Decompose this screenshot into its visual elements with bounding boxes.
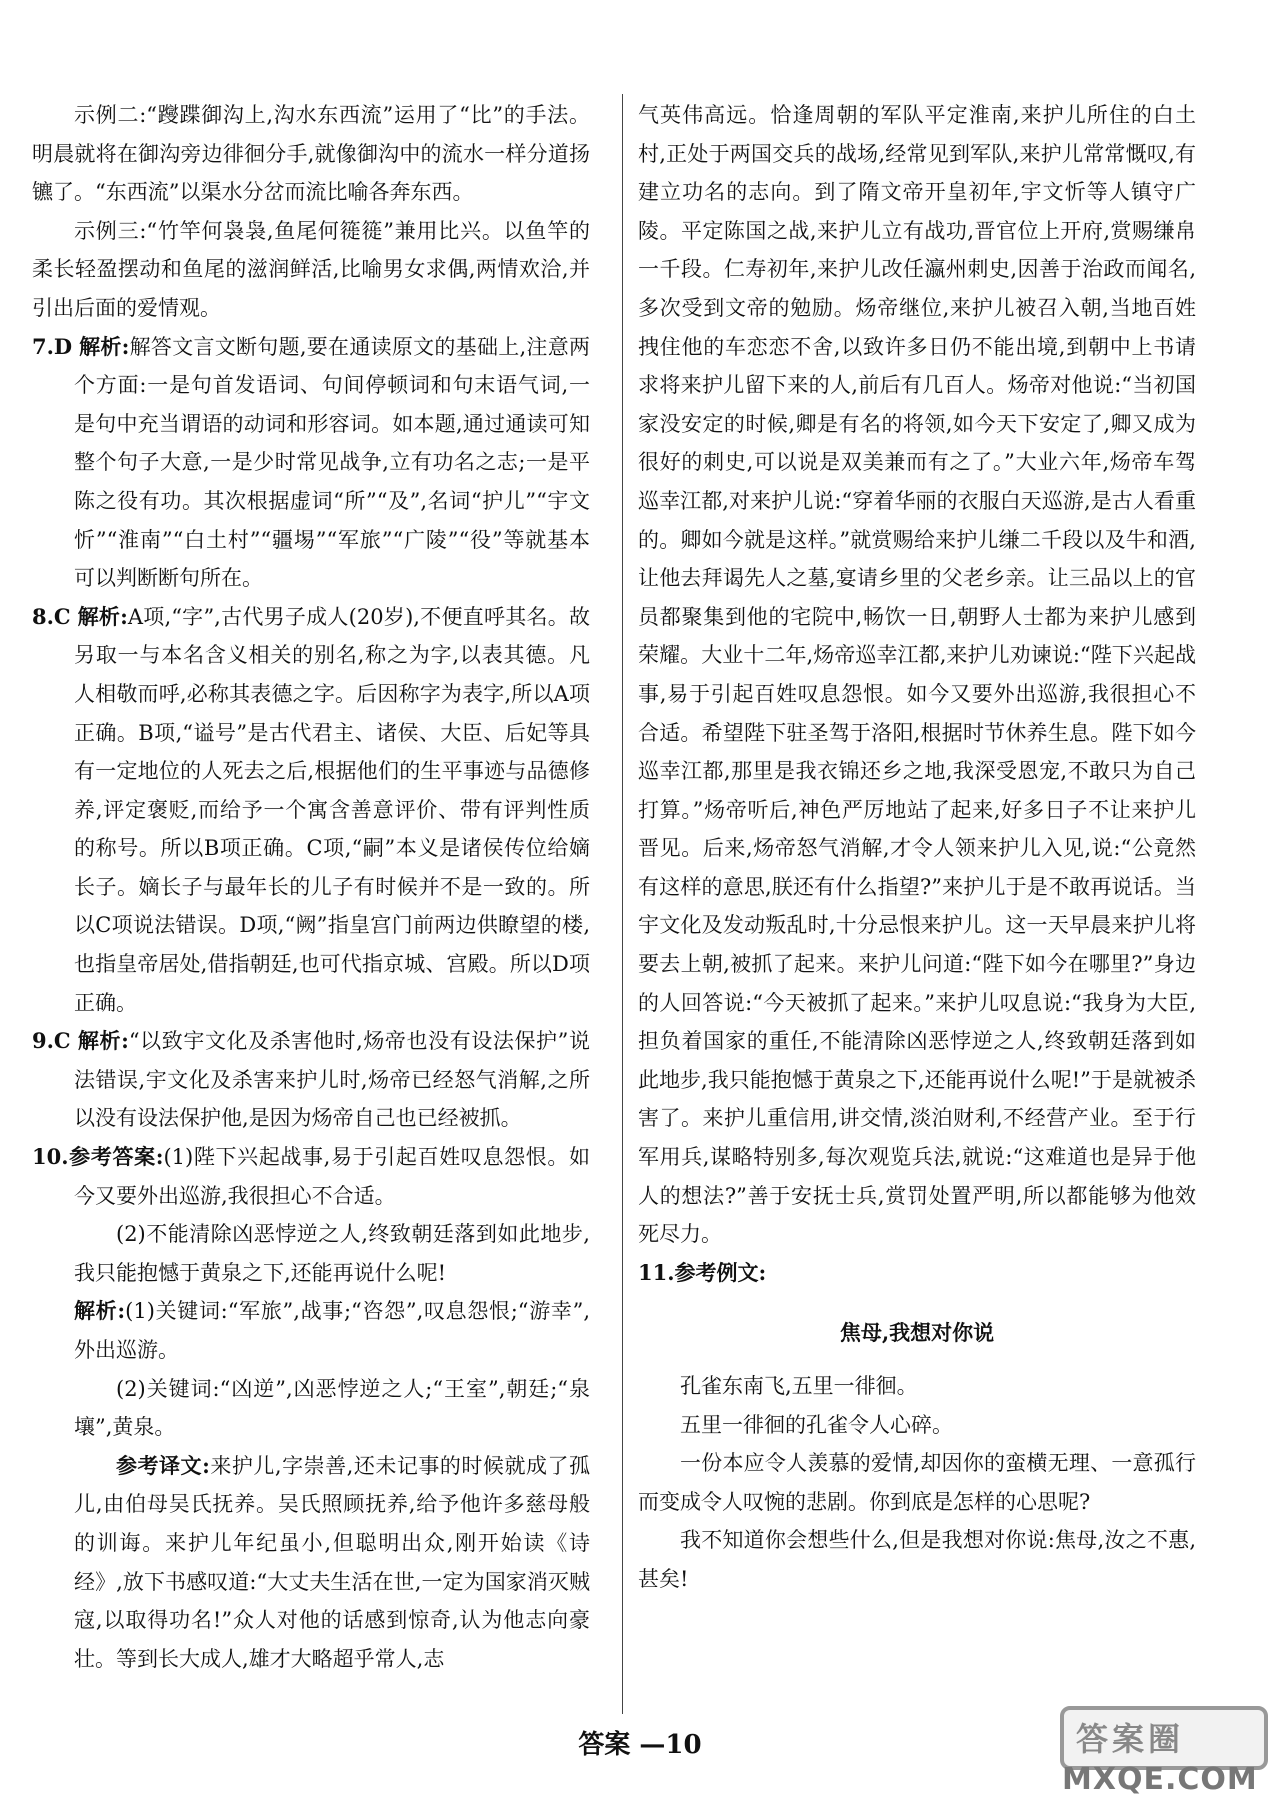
translation-continued: 气英伟高远。恰逢周朝的军队平定淮南,来护儿所住的白土村,正处于两国交兵的战场,经常见到军队,来护儿常常慨叹,有建立功名的志向。到了隋文帝开皇初年,宇文忻等人镇守广陵。平定陈国之战,来护儿立有战功,晋官位上开府,赏赐缣帛一千段。仁寿初年,来护儿改任瀛州刺史,因善于治政而闻名,多次受到文帝的勉励。炀帝继位,来护儿被召入朝,当地百姓拽住他的车恋恋不舍,以致许多日仍不能出境,到朝中上书请求将来护儿留下来的人,前后有几百人。炀帝对他说:“当初国家没安定的时候,卿是有名的将领,如今天下安定了,卿又成为很好的刺史,可以说是双美兼而有之了。”大业六年,炀帝车驾巡幸江都,对来护儿说:“穿着华丽的衣服白天巡游,是古人看重的。卿如今就是这样。”就赏赐给来护儿缣二千段以及牛和酒,让他去拜谒先人之墓,宴请乡里的父老乡亲。让三品以上的官员都聚集到他的宅院中,畅饮一日,朝野人士都为来护儿感到荣耀。大业十二年,炀帝巡幸江都,来护儿劝谏说:“陛下兴起战事,易于引起百姓叹息怨恨。如今又要外出巡游,我很担心不合适。希望陛下驻圣驾于洛阳,根据时节休养生息。陛下如今巡幸江都,那里是我衣锦还乡之地,我深受恩宠,不敢只为自己打算。”炀帝听后,神色严厉地站了起来,好多日子不让来护儿晋见。后来,炀帝怒气消解,才令人领来护儿入见,说:“公竟然有这样的意思,朕还有什么指望?”来护儿于是不敢再说话。当宇文化及发动叛乱时,十分忌恨来护儿。这一天早晨来护儿将要去上朝,被抓了起来。来护儿问道:“陛下如今在哪里?”身边的人回答说:“今天被抓了起来。”来护儿叹息说:“我身为大臣,担负着国家的重任,不能清除凶恶悖逆之人,终致朝廷落到如此地步,我只能抱憾于黄泉之下,还能再说什么呢!”于是就被杀害了。来护儿重信用,讲交情,淡泊财利,不经营产业。至于行军用兵,谋略特别多,每次观览兵法,就说:“这难道也是异于他人的想法?”善于安抚士兵,赏罚处置严明,所以都能够为他效死尽力。 [638,103,1196,1247]
question-7-number: 7.D [32,333,73,359]
essay-title: 焦母,我想对你说 [839,1320,995,1346]
left-column [32,96,590,1678]
example-three-paragraph: 示例三:“竹竿何袅袅,鱼尾何簁簁”兼用比兴。以鱼竿的柔长轻盈摆动和鱼尾的滋润鲜活,比喻男女求偶,两情欢洽,并引出后面的爱情观。 [32,218,590,320]
watermark [1060,1706,1260,1796]
question-10-analysis-1-text: (1)关键词:“军旅”,战事;“咨怨”,叹息怨恨;“游幸”,外出巡游。 [74,1299,590,1362]
question-9-number: 9.C [32,1028,71,1054]
essay-paragraph-1: 孔雀东南飞,五里一徘徊。 [680,1374,918,1398]
question-9 [32,1022,590,1138]
question-9-text: “以致宇文化及杀害他时,炀帝也没有设法保护”说法错误,宇文化及杀害来护儿时,炀帝已经怒气消解,之所以没有设法保护他,是因为炀帝自己也已经被抓。 [74,1029,590,1131]
page-footer: 答案 —10 [578,1730,702,1760]
question-10-label: 参考答案: [68,1144,164,1170]
watermark-url: MXQE.COM [1062,1762,1258,1797]
column-divider [622,94,623,1714]
right-column [638,96,1196,1599]
question-10-analysis-2: (2)关键词:“凶逆”,凶恶悖逆之人;“王室”,朝廷;“泉壤”,黄泉。 [74,1376,590,1440]
question-7-label: 解析: [79,333,130,359]
question-10 [32,1138,590,1215]
watermark-badge [1060,1706,1268,1770]
question-10-analysis-1 [32,1292,590,1369]
essay-paragraph-4: 我不知道你会想些什么,但是我想对你说:焦母,汝之不惠,甚矣! [638,1528,1196,1591]
question-10-answer-1: (1)陛下兴起战事,易于引起百姓叹息怨恨。如今又要外出巡游,我很担心不合适。 [74,1145,590,1208]
essay-paragraph-2: 五里一徘徊的孔雀令人心碎。 [680,1412,953,1437]
question-10-number: 10. [32,1144,69,1170]
question-10-answer-2: (2)不能清除凶恶悖逆之人,终致朝廷落到如此地步,我只能抱憾于黄泉之下,还能再说什么呢! [74,1222,590,1285]
example-two-paragraph: 示例二:“躞蹀御沟上,沟水东西流”运用了“比”的手法。明晨就将在御沟旁边徘徊分手,就像御沟中的流水一样分道扬镳了。“东西流”以渠水分岔而流比喻各奔东西。 [32,103,590,205]
question-11 [638,1254,1196,1293]
question-8 [32,598,590,1023]
question-8-label: 解析: [77,603,128,629]
translation-text: 来护儿,字崇善,还未记事的时候就成了孤儿,由伯母吴氏抚养。吴氏照顾抚养,给予他许多慈母般的训诲。来护儿年纪虽小,但聪明出众,刚开始读《诗经》,放下书感叹道:“大丈夫生活在世,一定为国家消灭贼寇,以取得功名!”众人对他的话感到惊奇,认为他志向豪壮。等到长大成人,雄才大略超乎常人,志 [74,1453,590,1671]
question-11-label: 参考例文: [674,1259,767,1285]
question-11-number: 11. [638,1259,675,1285]
question-9-label: 解析: [77,1028,129,1054]
translation-paragraph [32,1447,590,1679]
essay-paragraph-3: 一份本应令人羡慕的爱情,却因你的蛮横无理、一意孤行而变成令人叹惋的悲剧。你到底是怎样的心思呢? [638,1451,1196,1514]
translation-label: 参考译文: [116,1452,210,1478]
question-7 [32,328,590,598]
question-8-text: A项,“字”,古代男子成人(20岁),不便直呼其名。故另取一与本名含义相关的别名,称之为字,以表其德。凡人相敬而呼,必称其表德之字。后因称字为表字,所以A项正确。B项,“谥号”是古代君主、诸侯、大臣、后妃等具有一定地位的人死去之后,根据他们的生平事迹与品德修养,评定褒贬,而给予一个寓含善意评价、带有评判性质的称号。所以B项正确。C项,“嗣”本义是诸侯传位给嫡长子。嫡长子与最年长的儿子有时候并不是一致的。所以C项说法错误。D项,“阙”指皇宫门前两边供瞭望的楼,也指皇帝居处,借指朝廷,也可代指京城、宫殿。所以D项正确。 [74,604,590,1015]
question-10-analysis-label: 解析: [74,1298,126,1324]
question-7-text: 解答文言文断句题,要在通读原文的基础上,注意两个方面:一是句首发语词、句间停顿词和句末语气词,一是句中充当谓语的动词和形容词。如本题,通过通读可知整个句子大意,一是少时常见战争,立有功名之志;一是平陈之役有功。其次根据虚词“所”“及”,名词“护儿”“宇文忻”“淮南”“白土村”“疆埸”“军旅”“广陵”“役”等就基本可以判断断句所在。 [74,334,590,591]
question-8-number: 8.C [32,603,71,629]
watermark-logo: 答案圈 [1076,1720,1185,1758]
